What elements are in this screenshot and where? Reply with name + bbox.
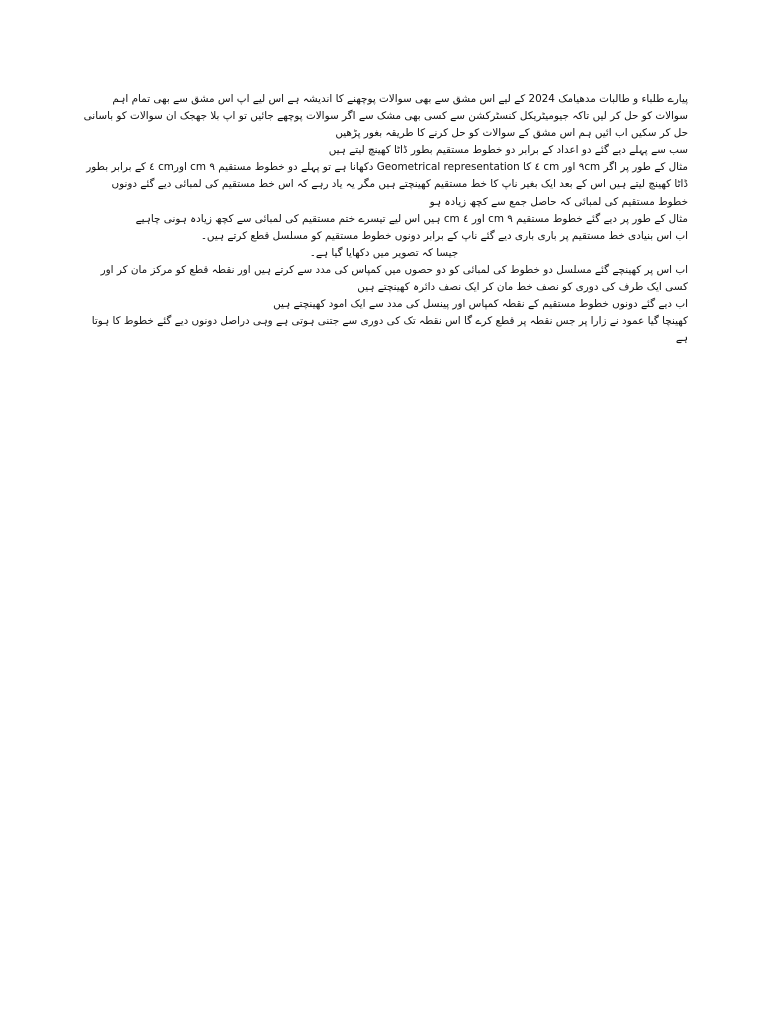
paragraph-intro: پیارے طلباء و طالبات مدھیامک 2024 کے لیے اس مشق سے بھی سوالات پوچھنے کا اندیشہ ہے اس لیے اپ اس مشق سے بھی تمام اہم سوالات کو حل کر لیں تاکہ جیومیٹریکل کنسٹرکشن سے کسی بھی مشک سے اگر سوالات پوچھے جائیں تو اپ بلا جھجک ان سوالات کو باسانی حل کر سکیں اب ائیں ہم اس مشق کے سوالات کو حل کرنے کا طریقہ بغور پڑھیں [83, 93, 688, 140]
paragraph-example-representation: مثال کے طور پر اگر ۹cm اور cm ٤ کا Geometrical representation دکھانا ہے تو پہلے دو خطوط مستقیم ۹ cm اورcm ٤ کے برابر بطور ڈاٹا کھینچ لیتے ہیں اس کے بعد ایک بغیر ناپ کا خط مستقیم کھینچتے ہیں مگر یہ یاد رہے کہ اس خط مستقیم کی لمبائی دیے گئے دونوں خطوط مستقیم کی لمبائی کہ حاصل جمع سے کچھ زیادہ ہو [86, 161, 688, 208]
paragraph-example-third-line: مثال کے طور پر دیے گئے خطوط مستقیم ۹ cm اور ٤ cm ہیں اس لیے تیسرے ختم مستقیم کی لمبائی سے کچھ زیادہ ہونی چاہیے [135, 212, 688, 225]
paragraph-figure-note: جیسا کہ تصویر میں دکھایا گیا ہے۔ [309, 246, 459, 259]
paragraph-step-data-lines: سب سے پہلے دیے گئے دو اعداد کے برابر دو خطوط مستقیم بطور ڈاٹا کھینچ لیتے ہیں [328, 144, 688, 157]
document-body [80, 91, 688, 347]
paragraph-result: کھینچا گیا عمود نے زارا پر جس نقطہ پر قطع کرے گا اس نقطہ تک کی دوری سے جتنی ہوتی ہے وہی دراصل دونوں دیے گئے خطوط کا ہوتا ہے [91, 315, 688, 345]
paragraph-semicircle: اب اس پر کھینچے گئے مسلسل دو خطوط کی لمبائی کو دو حصوں میں کمپاس کی مدد سے کرتے ہیں اور نقطہ قطع کو مرکز مان کر اور کسی ایک طرف کی دوری کو نصف خط مان کر ایک نصف دائرہ کھینچتے ہیں [100, 263, 688, 294]
paragraph-cut-lines: اب اس بنیادی خط مستقیم پر باری باری دیے گئے ناپ کے برابر دونوں خطوط مستقیم کو مسلسل قطع کرتے ہیں۔ [200, 229, 688, 242]
paragraph-perpendicular: اب دیے گئے دونوں خطوط مستقیم کے نقطہ کمپاس اور پینسل کی مدد سے ایک امود کھینچتے ہیں [273, 298, 688, 311]
